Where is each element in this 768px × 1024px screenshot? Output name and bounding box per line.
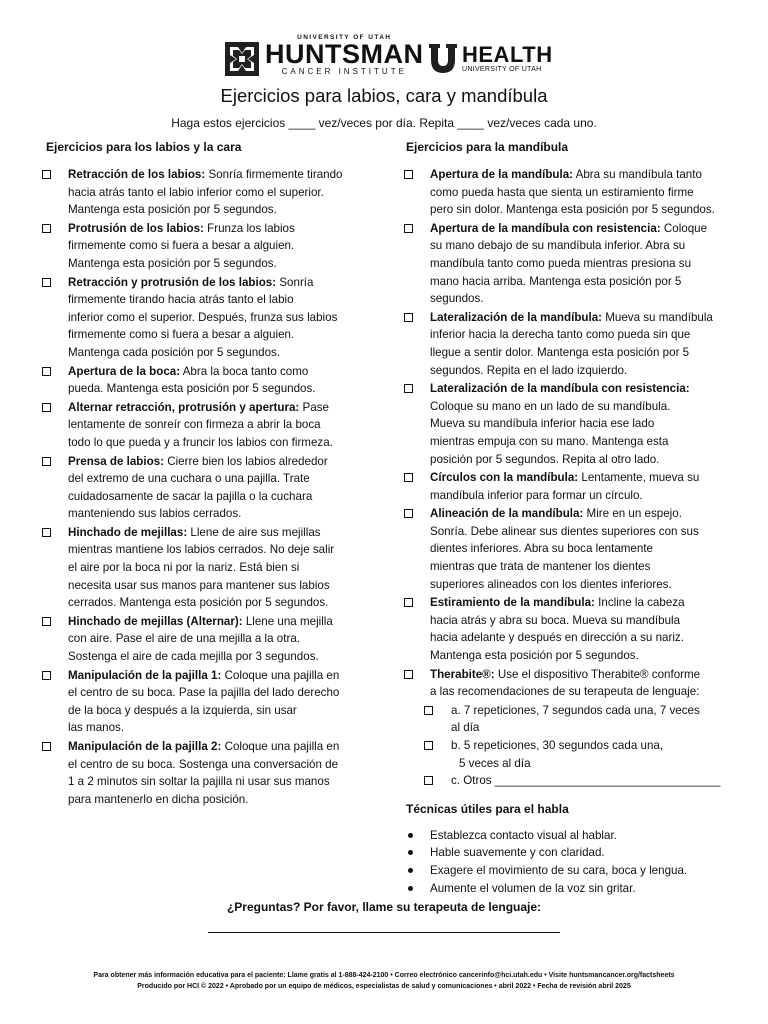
exercise-item xyxy=(40,274,370,362)
exercise-name: Apertura de la mandíbula con resistencia: xyxy=(430,221,661,235)
bullet-icon xyxy=(408,833,413,838)
exercise-text: Mueva su mandíbula xyxy=(602,310,713,324)
lips-face-list xyxy=(40,166,370,808)
exercise-text: las manos. xyxy=(68,721,125,735)
exercise-text: mandíbula inferior para formar un círculo. xyxy=(430,488,643,502)
exercise-text: lentamente de sonreír con firmeza a abrir la boca xyxy=(68,418,321,432)
exercise-item xyxy=(402,594,732,664)
exercise-item xyxy=(402,309,732,379)
exercise-item xyxy=(40,738,370,808)
checkbox[interactable] xyxy=(424,706,433,715)
bullet-icon xyxy=(408,850,413,855)
exercise-text: Llene de aire sus mejillas xyxy=(187,525,321,539)
exercise-text: Cierre bien los labios alrededor xyxy=(164,454,328,468)
exercise-text: Incline la cabeza xyxy=(594,596,685,610)
checkbox[interactable] xyxy=(42,367,51,376)
huntsman-logo xyxy=(225,34,424,76)
lips-face-column xyxy=(40,140,370,809)
exercise-text: superiores alineados con los dientes inferiores. xyxy=(430,577,672,591)
speech-tip xyxy=(402,880,732,898)
exercise-text: mientras que trata de mantener los dientes xyxy=(430,560,651,574)
exercise-name: Hinchado de mejillas: xyxy=(68,525,188,539)
exercise-text: pueda. Mantenga esta posición por 5 segundos. xyxy=(68,382,316,396)
exercise-item xyxy=(40,667,370,737)
exercise-text: Mantenga esta posición por 5 segundos. xyxy=(68,256,277,270)
checkbox[interactable] xyxy=(42,170,51,179)
exercise-name: Apertura de la boca: xyxy=(68,364,181,378)
exercise-text: para mantenerlo en dicha posición. xyxy=(68,792,249,806)
option-text: a. 7 repeticiones, 7 segundos cada una, 7 veces xyxy=(451,703,700,717)
exercise-text: a las recomendaciones de su terapeuta de lenguaje: xyxy=(430,685,700,699)
checkbox[interactable] xyxy=(404,313,413,322)
exercise-name: Manipulación de la pajilla 2: xyxy=(68,740,222,753)
uhealth-logo xyxy=(428,42,553,74)
footer xyxy=(0,970,768,992)
exercise-text: de la boca y después a la izquierda, sin usar xyxy=(68,703,297,717)
exercise-text: dientes inferiores. Abra su boca lentamente xyxy=(430,542,653,556)
exercise-text: del extremo de una cuchara o una pajilla. Trate xyxy=(68,472,310,486)
exercise-text: inferior hacia la derecha tanto como pueda sin que xyxy=(430,328,691,342)
tip-text: Establezca contacto visual al hablar. xyxy=(430,828,617,842)
exercise-text: firmemente como si fuera a besar a alguien. xyxy=(68,328,295,342)
exercise-text: Mantenga esta posición por 5 segundos. xyxy=(68,203,277,217)
exercise-text: su mano debajo de su mandíbula inferior. Abra su xyxy=(430,239,686,253)
u-block-icon xyxy=(428,42,458,74)
checkbox[interactable] xyxy=(42,617,51,626)
exercise-name: Apertura de la mandíbula: xyxy=(430,168,574,181)
speech-tip xyxy=(402,862,732,880)
exercise-name: Retracción y protrusión de los labios: xyxy=(68,275,277,289)
checkbox[interactable] xyxy=(42,528,51,537)
exercise-text: Mantenga cada posición por 5 segundos. xyxy=(68,345,281,359)
option-text: c. Otros ___________________________________ xyxy=(451,774,721,788)
exercise-item xyxy=(402,469,732,504)
tip-text: Exagere el movimiento de su cara, boca y lengua. xyxy=(430,863,688,877)
speech-tips-list xyxy=(402,827,732,897)
checkbox[interactable] xyxy=(424,741,433,750)
speech-tip xyxy=(402,844,732,862)
exercise-text: hacia atrás tanto el labio inferior como el superior. xyxy=(68,185,324,199)
bullet-icon xyxy=(408,886,413,891)
exercise-text: el centro de su boca. Pase la pajilla del lado derecho xyxy=(68,686,340,700)
exercise-name: Prensa de labios: xyxy=(68,454,165,468)
checkbox[interactable] xyxy=(404,384,413,393)
exercise-name: Círculos con la mandíbula: xyxy=(430,471,579,485)
exercise-text: todo lo que pueda y a fruncir los labios con firmeza. xyxy=(68,435,333,449)
checkbox[interactable] xyxy=(404,670,413,679)
exercise-text: firmemente como si fuera a besar a alguien. xyxy=(68,239,295,253)
exercise-text: necesita usar sus manos para mantener sus labios xyxy=(68,578,330,592)
exercise-text: firmemente tirando hacia atrás tanto el labio xyxy=(68,293,294,307)
exercise-text: Frunza los labios xyxy=(203,221,295,235)
exercise-text: Use el dispositivo Therabite® conforme xyxy=(494,667,701,681)
exercise-text: Pase xyxy=(299,400,329,414)
exercise-item xyxy=(40,399,370,452)
exercise-text: Coloque una pajilla en xyxy=(221,668,340,682)
exercise-name: Alternar retracción, protrusión y apertura: xyxy=(68,400,300,414)
questions-prompt: ¿Preguntas? Por favor, llame su terapeuta de lenguaje: xyxy=(226,900,542,914)
exercise-text: con aire. Pase el aire de una mejilla a la otra. xyxy=(68,632,301,646)
checkbox[interactable] xyxy=(404,509,413,518)
option-text: al día xyxy=(451,721,480,735)
therabite-option xyxy=(402,772,732,790)
bullet-icon xyxy=(408,868,413,873)
exercise-text: manteniendo sus labios cerrados. xyxy=(68,507,242,521)
checkbox[interactable] xyxy=(404,224,413,233)
exercise-item xyxy=(40,166,370,219)
exercise-text: Mire en un espejo. xyxy=(583,507,682,521)
exercise-text: Mueva su mandíbula inferior hacia ese lado xyxy=(430,417,655,431)
therabite-option xyxy=(402,702,732,737)
exercise-item xyxy=(40,613,370,666)
checkbox[interactable] xyxy=(42,457,51,466)
exercise-item xyxy=(40,524,370,612)
footer-credits: Producido por HCI © 2022 • Aprobado por un equipo de médicos, especialistas de salud y comunicaciones • abril 2022 • Fecha de revisión abril 2025 xyxy=(137,983,631,990)
exercise-name: Protrusión de los labios: xyxy=(68,221,204,235)
exercise-text: el centro de su boca. Sostenga una conversación de xyxy=(68,757,339,771)
uhealth-name: HEALTH xyxy=(462,41,553,67)
huntsman-mark-icon xyxy=(225,42,259,76)
exercise-item xyxy=(402,666,732,701)
exercise-item xyxy=(402,220,732,308)
exercise-text: segundos. Repita en el lado izquierdo. xyxy=(430,363,628,377)
page-subtitle: Haga estos ejercicios ____ vez/veces por día. Repita ____ vez/veces cada uno. xyxy=(171,116,597,130)
logos-header xyxy=(0,34,768,82)
checkbox[interactable] xyxy=(42,742,51,751)
exercise-name: Estiramiento de la mandíbula: xyxy=(430,596,595,610)
phone-line xyxy=(208,932,560,933)
exercise-text: 1 a 2 minutos sin soltar la pajilla ni usar sus manos xyxy=(68,775,330,789)
exercise-text: posición por 5 segundos. Repita al otro lado. xyxy=(430,452,660,466)
exercise-text: hacia atrás y abra su boca. Mueva su mandíbula xyxy=(430,613,681,627)
speech-tip xyxy=(402,827,732,845)
checkbox[interactable] xyxy=(404,473,413,482)
exercise-text: segundos. xyxy=(430,292,484,306)
checkbox[interactable] xyxy=(42,403,51,412)
exercise-name: Alineación de la mandíbula: xyxy=(430,507,584,521)
exercise-text: Coloque una pajilla en xyxy=(221,740,340,753)
exercise-name: Manipulación de la pajilla 1: xyxy=(68,668,222,682)
exercise-item xyxy=(402,380,732,468)
exercise-text: Coloque su mano en un lado de su mandíbula. xyxy=(430,399,671,413)
exercise-text: mientras mantiene los labios cerrados. No deje salir xyxy=(68,543,335,557)
footer-contact: Para obtener más información educativa para el paciente: Llame gratis al 1-888-424-2100 • Correo electrónico cancerinfo@hci.utah.edu • Visite huntsmancancer.org/factsheets xyxy=(93,972,675,979)
exercise-item xyxy=(40,220,370,273)
tip-text: Aumente el volumen de la voz sin gritar. xyxy=(430,881,636,895)
checkbox[interactable] xyxy=(424,776,433,785)
exercise-text: Coloque xyxy=(660,221,708,235)
exercise-name: Lateralización de la mandíbula: xyxy=(430,310,603,324)
checkbox[interactable] xyxy=(42,224,51,233)
exercise-item xyxy=(402,505,732,593)
exercise-text: Llene una mejilla xyxy=(242,614,333,628)
exercise-text: Sonría firmemente tirando xyxy=(205,168,343,181)
exercise-text: Sonría. Debe alinear sus dientes superiores con sus xyxy=(430,524,699,538)
lips-face-heading: Ejercicios para los labios y la cara xyxy=(46,140,242,154)
jaw-column xyxy=(402,140,732,897)
exercise-text: cuidadosamente de sacar la pajilla o la cuchara xyxy=(68,489,313,503)
checkbox[interactable] xyxy=(404,598,413,607)
exercise-name: Retracción de los labios: xyxy=(68,168,206,181)
checkbox[interactable] xyxy=(404,170,413,179)
exercise-text: Abra la boca tanto como xyxy=(180,364,309,378)
exercise-text: cerrados. Mantenga esta posición por 5 segundos. xyxy=(68,596,329,610)
option-text: b. 5 repeticiones, 30 segundos cada una, xyxy=(451,739,664,752)
exercise-text: llegue a sentir dolor. Mantenga esta posición por 5 xyxy=(430,345,690,359)
uhealth-sub-label: UNIVERSITY OF UTAH xyxy=(462,65,542,73)
speech-tips-heading: Técnicas útiles para el habla xyxy=(406,801,569,816)
exercise-text: hacia adelante y después en dirección a su nariz. xyxy=(430,631,684,645)
jaw-heading: Ejercicios para la mandíbula xyxy=(406,140,569,154)
exercise-item xyxy=(402,166,732,219)
exercise-text: Abra su mandíbula tanto xyxy=(573,168,702,181)
hci-sub-label: CANCER INSTITUTE xyxy=(281,67,407,76)
exercise-text: Sonría xyxy=(276,275,314,289)
exercise-text: inferior como el superior. Después, frunza sus labios xyxy=(68,310,338,324)
option-text: 5 veces al día xyxy=(459,756,531,770)
exercise-item xyxy=(40,363,370,398)
exercise-name: Hinchado de mejillas (Alternar): xyxy=(68,614,243,628)
checkbox[interactable] xyxy=(42,671,51,680)
exercise-text: mientras empuja con su mano. Mantenga esta xyxy=(430,434,669,448)
exercise-name: Lateralización de la mandíbula con resistencia: xyxy=(430,382,690,396)
tip-text: Hable suavemente y con claridad. xyxy=(430,846,605,860)
exercise-item xyxy=(40,453,370,523)
hci-university-label: UNIVERSITY OF UTAH xyxy=(297,34,392,41)
exercise-text: pero sin dolor. Mantenga esta posición por 5 segundos. xyxy=(430,203,715,217)
exercise-text: el aire por la boca ni por la nariz. Está bien si xyxy=(68,561,300,575)
hci-name: HUNTSMAN xyxy=(265,39,424,69)
exercise-text: mano hacia arriba. Mantenga esta posición por 5 xyxy=(430,274,682,288)
checkbox[interactable] xyxy=(42,278,51,287)
therabite-options xyxy=(402,702,732,790)
exercise-text: Sostenga el aire de cada mejilla por 3 segundos. xyxy=(68,650,319,664)
exercise-text: Mantenga esta posición por 5 segundos. xyxy=(430,649,639,663)
exercise-name: Therabite®: xyxy=(430,667,495,681)
therabite-option xyxy=(402,737,732,772)
jaw-list xyxy=(402,166,732,701)
exercise-text: como pueda hasta que sienta un estiramiento firme xyxy=(430,185,694,199)
page-title: Ejercicios para labios, cara y mandíbula xyxy=(220,85,548,106)
exercise-text: Lentamente, mueva su xyxy=(578,471,700,485)
exercise-text: mandíbula tanto como pueda mientras presiona su xyxy=(430,256,692,270)
